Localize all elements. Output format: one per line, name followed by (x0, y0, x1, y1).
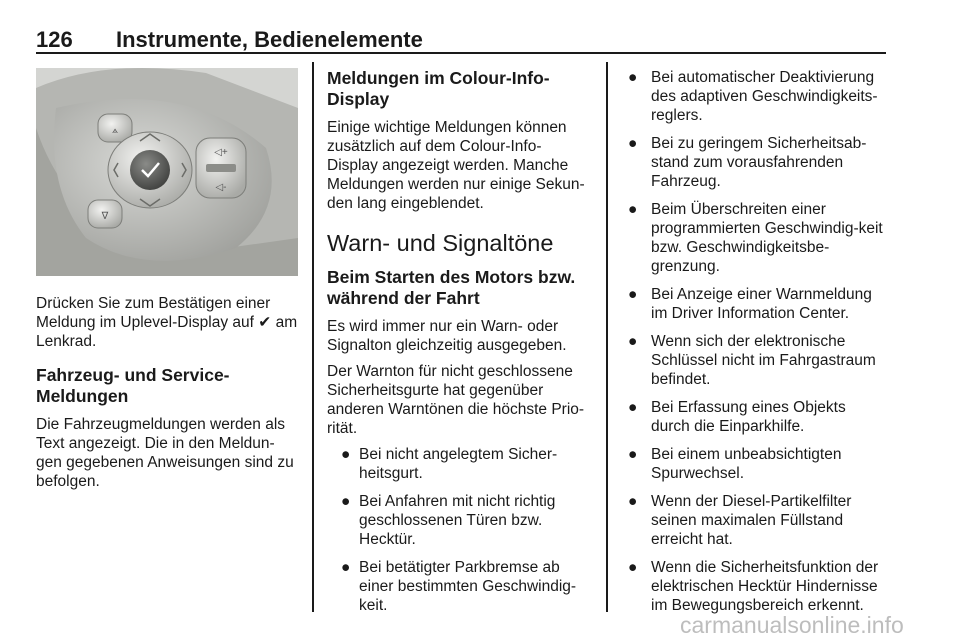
bullet-icon: ● (628, 399, 638, 416)
bullet-icon: ● (628, 559, 638, 576)
watermark: carmanualsonline.info (680, 612, 904, 638)
bullet-icon: ● (628, 201, 638, 218)
subheading-engine-start: Beim Starten des Motors bzw. während der Fahrt (327, 267, 576, 308)
svg-text:⟑: ⟑ (111, 125, 119, 136)
list-item: ● Wenn die Sicherheitsfunktion der elektrischen Hecktür Hindernisse im Bewegungsbereich erkennt. (628, 559, 879, 614)
bullet-icon: ● (628, 286, 638, 303)
paragraph-seatbelt-priority: Der Warnton für nicht geschlossene Sicherheitsgurte hat gegenüber anderen Warntönen die höchste Prio-rität. (327, 363, 585, 437)
check-icon: ✔ (258, 314, 272, 331)
running-title: Instrumente, Bedienelemente (116, 27, 423, 52)
column-divider-2 (606, 62, 608, 612)
list-item: ● Bei einem unbeabsichtigten Spurwechsel. (628, 446, 842, 482)
steering-wheel-controls-icon (36, 68, 298, 276)
heading-colour-info-display: Meldungen im Colour-Info-Display (327, 68, 550, 109)
figure-caption (36, 294, 298, 351)
list-item: ● Beim Überschreiten einer programmierten Geschwindig-keit bzw. Geschwindigkeitsbe-grenzung. (628, 201, 883, 275)
list-item: ● Wenn der Diesel-Partikelfilter seinen maximalen Füllstand erreicht hat. (628, 493, 852, 548)
column-2 (327, 68, 589, 624)
bullet-icon: ● (628, 493, 638, 510)
list-item: ● Bei Erfassung eines Objekts durch die Einparkhilfe. (628, 399, 846, 435)
list-item: ● Bei Anzeige einer Warnmeldung im Driver Information Center. (628, 286, 872, 322)
caption-text: Drücken Sie zum Bestätigen einer Meldung im Uplevel-Display auf (36, 295, 271, 331)
bullet-icon: ● (341, 559, 351, 576)
bullet-icon: ● (628, 446, 638, 463)
svg-text:◁-: ◁- (215, 182, 227, 193)
bullet-icon: ● (341, 446, 351, 463)
bullet-icon: ● (628, 135, 638, 152)
section-title-warning-tones: Warn- und Signaltöne (327, 230, 554, 256)
bullet-icon: ● (341, 493, 351, 510)
paragraph-one-tone: Es wird immer nur ein Warn- oder Signalton gleichzeitig ausgegeben. (327, 318, 567, 354)
colour-info-text: Einige wichtige Meldungen können zusätzlich auf dem Colour-Info-Display angezeigt werden. Manche Meldungen werden nur einige Sekun-den lang eingeblendet. (327, 119, 585, 212)
svg-text:◁+: ◁+ (214, 147, 228, 158)
header-rule (36, 52, 886, 54)
list-item: ● Bei betätigter Parkbremse ab einer bestimmten Geschwindig-keit. (341, 559, 577, 614)
section-heading-vehicle-messages: Fahrzeug- und Service-Meldungen (36, 365, 230, 406)
bullet-list-col3 (621, 68, 886, 615)
bullet-icon: ● (628, 333, 638, 350)
vehicle-messages-body: Die Fahrzeugmeldungen werden als Text angezeigt. Die in den Meldun-gen gegebenen Anweisungen sind zu befolgen. (36, 416, 294, 490)
list-item: ● Bei automatischer Deaktivierung des adaptiven Geschwindigkeits-reglers. (628, 69, 878, 124)
page-header (36, 27, 886, 53)
list-item: ● Bei nicht angelegtem Sicher-heitsgurt. (341, 446, 558, 482)
page-number: 126 (36, 27, 73, 52)
list-item: ● Bei Anfahren mit nicht richtig geschlossenen Türen bzw. Hecktür. (341, 493, 556, 548)
column-divider-1 (312, 62, 314, 612)
bullet-list-col2 (327, 445, 589, 615)
column-3 (621, 68, 886, 624)
svg-text:∇: ∇ (101, 211, 109, 222)
bullet-icon: ● (628, 69, 638, 86)
list-item: ● Wenn sich der elektronische Schlüssel nicht im Fahrgastraum befindet. (628, 333, 876, 388)
list-item: ● Bei zu geringem Sicherheitsab-stand zum vorausfahrenden Fahrzeug. (628, 135, 867, 190)
column-1 (36, 68, 298, 498)
caption-text-after: am Lenkrad. (36, 314, 298, 350)
steering-wheel-figure (36, 68, 298, 276)
